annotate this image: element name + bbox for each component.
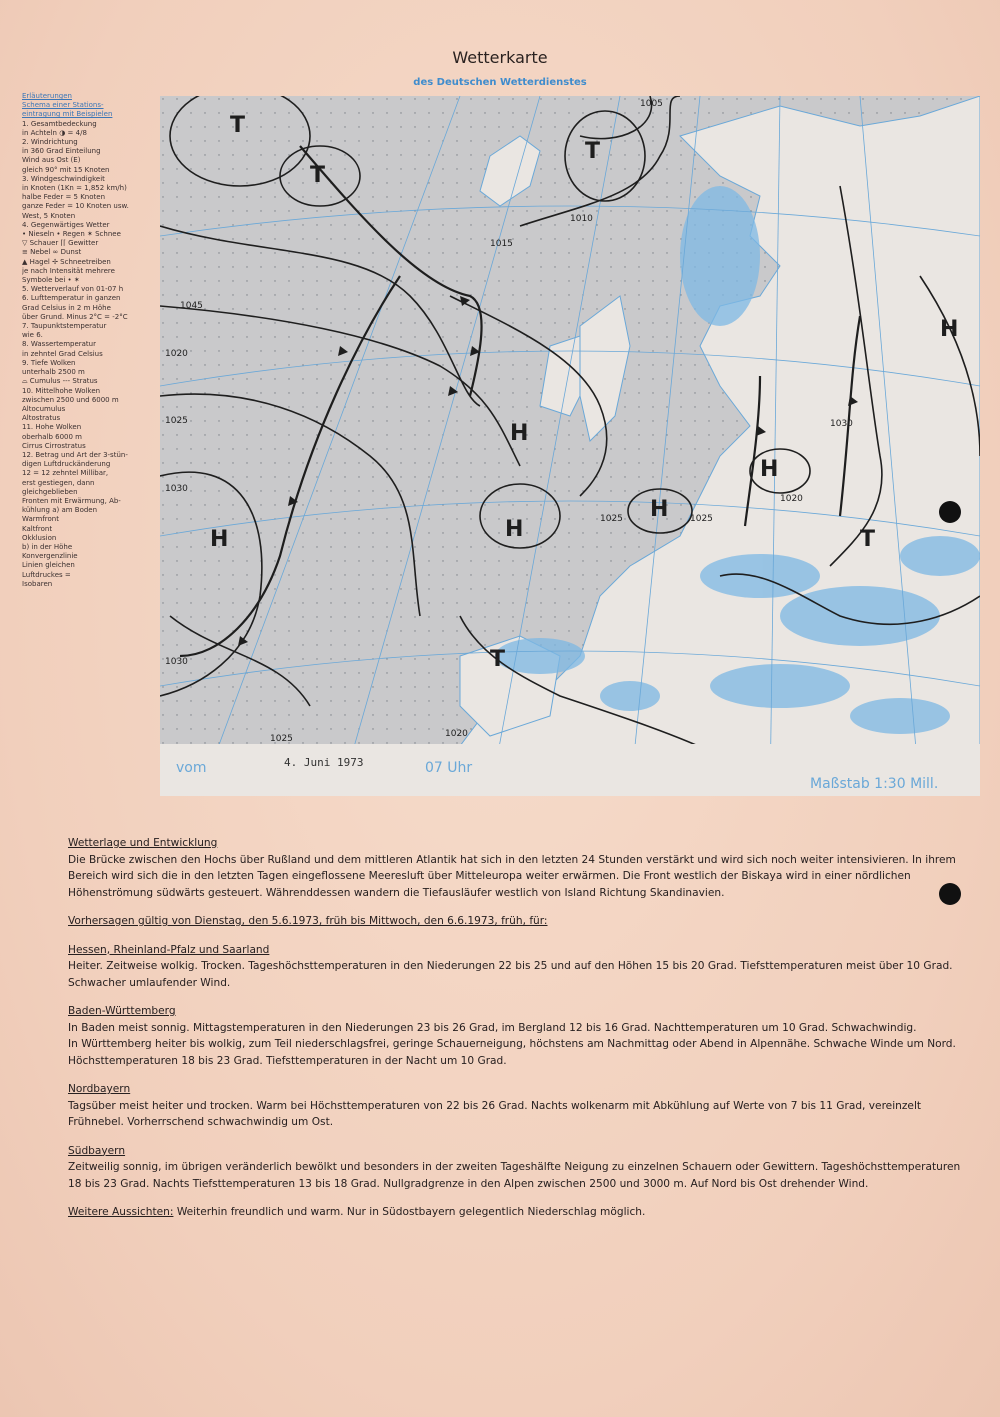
svg-text:1045: 1045 bbox=[180, 301, 203, 311]
svg-text:1020: 1020 bbox=[165, 349, 188, 359]
legend-line: Schema einer Stations- bbox=[22, 101, 104, 110]
high-pressure-center: H bbox=[940, 317, 959, 342]
outlook-label: Weitere Aussichten: bbox=[68, 1206, 174, 1218]
legend-line: 9. Tiefe Wolken bbox=[22, 358, 76, 367]
region-text-nordbayern: Tagsüber meist heiter und trocken. Warm bei Höchsttemperaturen von 22 bis 26 Grad. Nachts wolkenarm mit Abkühlung auf Werte von 7 bis 11 Grad, vereinzelt Frühnebel. Vorherrschend schwachwindig um Ost. bbox=[68, 1099, 922, 1128]
legend-line: kühlung a) am Boden bbox=[22, 506, 98, 515]
region-text-hessen: Heiter. Zeitweise wolkig. Trocken. Tageshöchsttemperaturen in den Niederungen 22 bis 25 und auf den Höhen 15 bis 20 Grad. Tiefsttemperaturen meist über 10 Grad. Schwacher umlaufender Wind. bbox=[68, 960, 953, 989]
svg-text:1025: 1025 bbox=[270, 734, 293, 744]
legend-line: halbe Feder = 5 Knoten bbox=[22, 193, 106, 202]
situation-paragraph: Die Brücke zwischen den Hochs über Rußland und dem mittleren Atlantik hat sich in den letzten 24 Stunden verstärkt und wird sich noch weiter intensivieren. In ihrem Bereich wird sich die in den letzten Tagen eingeflossene Meeresluft über Mitteleuropa weiter erwärmen. Die Front westlich der Biskaya wird in einer nördlichen Höhenströmung südwärts gesteuert. Währenddessen wandern die Tiefausläufer westlich von Island Richtung Skandinavien. bbox=[68, 853, 956, 899]
high-pressure-center: H bbox=[650, 497, 669, 522]
legend-line: Grad Celsius in 2 m Höhe bbox=[22, 303, 111, 312]
svg-text:1030: 1030 bbox=[830, 419, 853, 429]
region-text-bw-2: In Württemberg heiter bis wolkig, zum Teil niederschlagsfrei, geringe Schauerneigung, höchstens am Nachmittag oder Abend in Alpennähe. Schwache Winde um Nord. Höchsttemperaturen 18 bis 23 Grad. Tiefsttemperaturen in der Nacht um 10 Grad. bbox=[68, 1038, 956, 1067]
svg-text:1030: 1030 bbox=[165, 484, 188, 494]
outlook-text: Weiterhin freundlich und warm. Nur in Südostbayern gelegentlich Niederschlag möglich. bbox=[176, 1206, 646, 1218]
low-pressure-center: T bbox=[310, 163, 326, 188]
legend-line: Okklusion bbox=[22, 533, 57, 542]
svg-text:1020: 1020 bbox=[445, 729, 468, 739]
legend-line: 2. Windrichtung bbox=[22, 138, 78, 147]
legend-line: ganze Feder = 10 Knoten usw. bbox=[22, 202, 129, 211]
legend-line: Altocumulus bbox=[22, 404, 66, 413]
region-heading-bw: Baden-Württemberg bbox=[68, 1005, 176, 1017]
validity-heading: Vorhersagen gültig von Dienstag, den 5.6.1973, früh bis Mittwoch, den 6.6.1973, früh, für: bbox=[68, 915, 548, 927]
map-scale: Maßstab 1:30 Mill. bbox=[810, 776, 939, 792]
high-pressure-center: H bbox=[510, 421, 529, 446]
legend-line: 12 = 12 zehntel Millibar, bbox=[22, 469, 109, 478]
legend-line: 3. Windgeschwindigkeit bbox=[22, 174, 105, 183]
legend-line: West, 5 Knoten bbox=[22, 211, 76, 220]
legend-line: in Knoten (1Kn = 1,852 km/h) bbox=[22, 184, 127, 193]
legend-line: 5. Wetterverlauf von 01-07 h bbox=[22, 285, 124, 294]
legend-line: Isobaren bbox=[22, 579, 53, 588]
legend-line: b) in der Höhe bbox=[22, 542, 73, 551]
legend-line: gleichgeblieben bbox=[22, 487, 78, 496]
svg-text:1025: 1025 bbox=[165, 416, 188, 426]
map-date-prefix: vom bbox=[176, 760, 207, 776]
high-pressure-center: H bbox=[760, 457, 779, 482]
legend-line: Wind aus Ost (E) bbox=[22, 156, 81, 165]
region-text-bw: In Baden meist sonnig. Mittagstemperaturen in den Niederungen 23 bis 26 Grad, im Bergland 12 bis 16 Grad. Nachttemperaturen um 10 Grad. Schwachwindig. bbox=[68, 1021, 917, 1034]
legend-line: Erläuterungen bbox=[22, 92, 72, 100]
region-heading-hessen: Hessen, Rheinland-Pfalz und Saarland bbox=[68, 943, 270, 956]
legend-line: 1. Gesamtbedeckung bbox=[22, 119, 97, 128]
legend-line: 8. Wassertemperatur bbox=[22, 340, 96, 349]
svg-text:1025: 1025 bbox=[690, 514, 713, 524]
legend-line: 12. Betrag und Art der 3-stün- bbox=[22, 450, 128, 459]
high-pressure-center: H bbox=[210, 527, 229, 552]
legend-line: ▲ Hagel ✢ Schneetreiben bbox=[22, 257, 111, 266]
legend-line: über Grund. Minus 2°C = -2°C bbox=[22, 312, 128, 321]
legend-line: digen Luftdruckänderung bbox=[22, 460, 111, 469]
punch-hole-top bbox=[939, 501, 961, 523]
legend-line: Linien gleichen bbox=[22, 561, 75, 570]
map-time: 07 Uhr bbox=[425, 760, 473, 776]
low-pressure-center: T bbox=[230, 113, 246, 138]
region-heading-nordbayern: Nordbayern bbox=[68, 1083, 131, 1095]
section-heading-situation: Wetterlage und Entwicklung bbox=[68, 837, 218, 849]
map-title: Wetterkarte bbox=[452, 48, 548, 67]
low-pressure-center: T bbox=[490, 647, 506, 672]
svg-text:1015: 1015 bbox=[490, 239, 513, 249]
legend-line: oberhalb 6000 m bbox=[22, 432, 82, 441]
forecast-text bbox=[68, 835, 968, 1221]
legend-line: in 360 Grad Einteilung bbox=[22, 147, 101, 156]
svg-text:1010: 1010 bbox=[570, 214, 593, 224]
svg-text:1030: 1030 bbox=[165, 657, 188, 667]
legend-line: Konvergenzlinie bbox=[22, 552, 78, 561]
high-pressure-center: H bbox=[505, 517, 524, 542]
svg-text:1025: 1025 bbox=[600, 514, 623, 524]
region-text-suedbayern: Zeitweilig sonnig, im übrigen veränderlich bewölkt und besonders in der zweiten Tageshälfte Neigung zu einzelnen Schauern oder Gewittern. Tageshöchsttemperaturen 18 bis 23 Grad. Nachts Tiefsttemperaturen 13 bis 18 Grad. Nullgradgrenze in den Alpen zwischen 2500 und 3000 m. Auf Nord bis Ost drehender Wind. bbox=[68, 1161, 961, 1190]
legend-line: in Achteln ◑ = 4/8 bbox=[22, 128, 87, 137]
legend-line: Altostratus bbox=[22, 414, 61, 423]
legend-line: unterhalb 2500 m bbox=[22, 368, 85, 377]
legend-line: • Nieseln • Regen ✶ Schnee bbox=[22, 230, 121, 239]
legend-line: Symbole bei • ✶ bbox=[22, 276, 80, 285]
svg-text:1005: 1005 bbox=[640, 99, 663, 109]
legend-line: 7. Taupunktstemperatur bbox=[22, 322, 107, 331]
outlook bbox=[68, 1204, 968, 1221]
svg-text:1020: 1020 bbox=[780, 494, 803, 504]
legend-line: Warmfront bbox=[22, 515, 59, 524]
low-pressure-center: T bbox=[860, 527, 876, 552]
legend-line: zwischen 2500 und 6000 m bbox=[22, 395, 119, 404]
legend-line: ⌓ Cumulus --- Stratus bbox=[22, 377, 98, 386]
legend-line: erst gestiegen, dann bbox=[22, 478, 95, 487]
legend-line: in zehntel Grad Celsius bbox=[22, 349, 103, 358]
low-pressure-center: T bbox=[585, 139, 601, 164]
legend-line: eintragung mit Beispielen bbox=[22, 110, 113, 119]
map-date: 4. Juni 1973 bbox=[284, 756, 364, 769]
legend-line: je nach Intensität mehrere bbox=[22, 266, 115, 275]
region-heading-suedbayern: Südbayern bbox=[68, 1144, 126, 1157]
map-subtitle: des Deutschen Wetterdienstes bbox=[413, 77, 587, 88]
legend-line: Cirrus Cirrostratus bbox=[22, 441, 86, 450]
legend-line: gleich 90° mit 15 Knoten bbox=[22, 165, 110, 174]
legend-line: 11. Hohe Wolken bbox=[22, 423, 82, 432]
legend-line: wie 6. bbox=[22, 331, 43, 340]
legend bbox=[22, 92, 160, 589]
legend-line: 10. Mittelhohe Wolken bbox=[22, 386, 101, 395]
legend-line: 6. Lufttemperatur in ganzen bbox=[22, 294, 121, 303]
legend-line: ≡ Nebel ∞ Dunst bbox=[22, 248, 82, 257]
legend-line: 4. Gegenwärtiges Wetter bbox=[22, 220, 110, 229]
legend-line: Luftdruckes = bbox=[22, 570, 71, 579]
weather-map bbox=[160, 96, 980, 796]
legend-line: Fronten mit Erwärmung, Ab- bbox=[22, 496, 121, 505]
legend-line: ▽ Schauer ⌈⌈ Gewitter bbox=[22, 239, 99, 248]
legend-line: Kaltfront bbox=[22, 524, 53, 533]
